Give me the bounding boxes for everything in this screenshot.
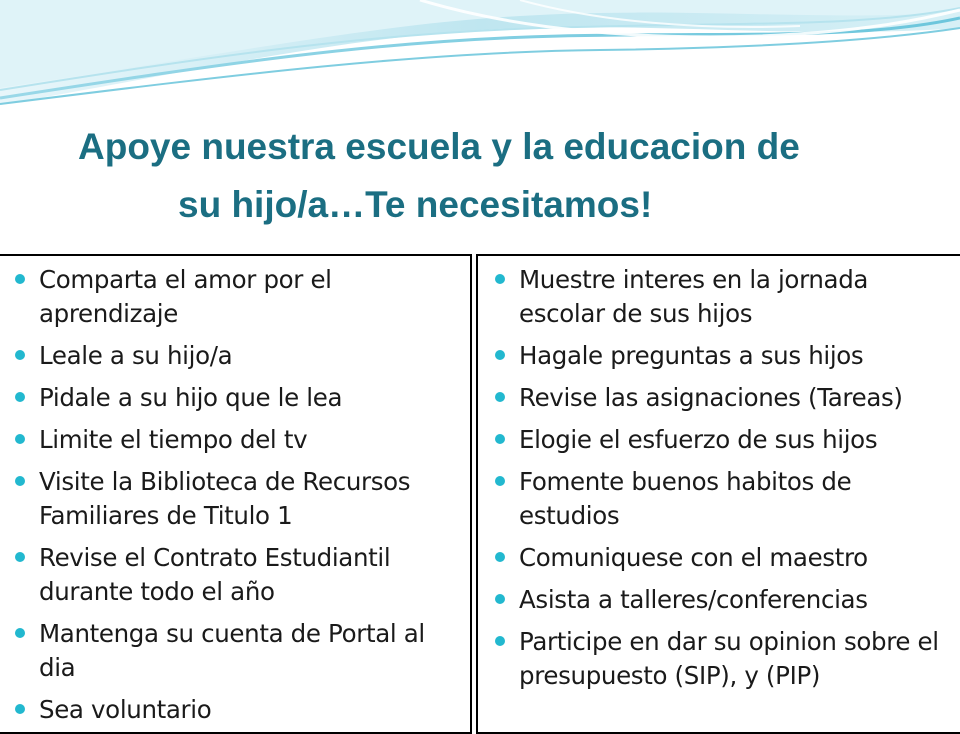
- list-item: [495, 541, 950, 575]
- left-column-box: [0, 254, 472, 734]
- list-item: [495, 381, 950, 415]
- page-title: [0, 118, 960, 234]
- bullet-icon: [15, 274, 25, 284]
- list-item-text: Comparta el amor por el aprendizaje: [39, 265, 332, 328]
- bullet-icon: [15, 628, 25, 638]
- bullet-icon: [495, 392, 505, 402]
- bullet-icon: [495, 594, 505, 604]
- list-item: [15, 617, 460, 685]
- bullet-icon: [495, 636, 505, 646]
- bullet-icon: [15, 434, 25, 444]
- list-item: [495, 423, 950, 457]
- list-item: [15, 541, 460, 609]
- bullet-icon: [15, 476, 25, 486]
- list-item-text: Visite la Biblioteca de Recursos Familiares de Titulo 1: [39, 467, 411, 530]
- list-item: [15, 381, 460, 415]
- list-item-text: Comuniquese con el maestro: [519, 543, 868, 572]
- bullet-icon: [495, 434, 505, 444]
- list-item-text: Fomente buenos habitos de estudios: [519, 467, 852, 530]
- title-line-1: Apoye nuestra escuela y la educacion de: [78, 126, 800, 167]
- bullet-icon: [15, 704, 25, 714]
- list-item: [15, 339, 460, 373]
- list-item-text: Revise las asignaciones (Tareas): [519, 383, 903, 412]
- list-item: [15, 423, 460, 457]
- bullet-icon: [15, 392, 25, 402]
- list-item: [495, 263, 950, 331]
- bullet-icon: [15, 350, 25, 360]
- title-line-2: su hijo/a…Te necesitamos!: [178, 184, 653, 225]
- bullet-icon: [495, 274, 505, 284]
- list-item: [495, 339, 950, 373]
- list-item: [15, 693, 460, 727]
- list-item: [495, 583, 950, 617]
- right-column-box: [476, 254, 960, 734]
- list-item-text: Leale a su hijo/a: [39, 341, 233, 370]
- right-bullet-list: [478, 256, 960, 693]
- list-item-text: Participe en dar su opinion sobre el presupuesto (SIP), y (PIP): [519, 627, 939, 690]
- bullet-icon: [495, 350, 505, 360]
- list-item-text: Revise el Contrato Estudiantil durante todo el año: [39, 543, 391, 606]
- left-bullet-list: [0, 256, 470, 727]
- bullet-icon: [495, 476, 505, 486]
- list-item-text: Asista a talleres/conferencias: [519, 585, 868, 614]
- list-item: [15, 465, 460, 533]
- list-item-text: Elogie el esfuerzo de sus hijos: [519, 425, 878, 454]
- list-item: [495, 625, 950, 693]
- bullet-icon: [495, 552, 505, 562]
- header-wave-decoration: [0, 0, 960, 120]
- list-item: [495, 465, 950, 533]
- list-item-text: Hagale preguntas a sus hijos: [519, 341, 864, 370]
- list-item-text: Muestre interes en la jornada escolar de sus hijos: [519, 265, 869, 328]
- list-item: [15, 263, 460, 331]
- bullet-icon: [15, 552, 25, 562]
- list-item-text: Limite el tiempo del tv: [39, 425, 308, 454]
- list-item-text: Mantenga su cuenta de Portal al dia: [39, 619, 425, 682]
- list-item-text: Pidale a su hijo que le lea: [39, 383, 343, 412]
- list-item-text: Sea voluntario: [39, 695, 212, 724]
